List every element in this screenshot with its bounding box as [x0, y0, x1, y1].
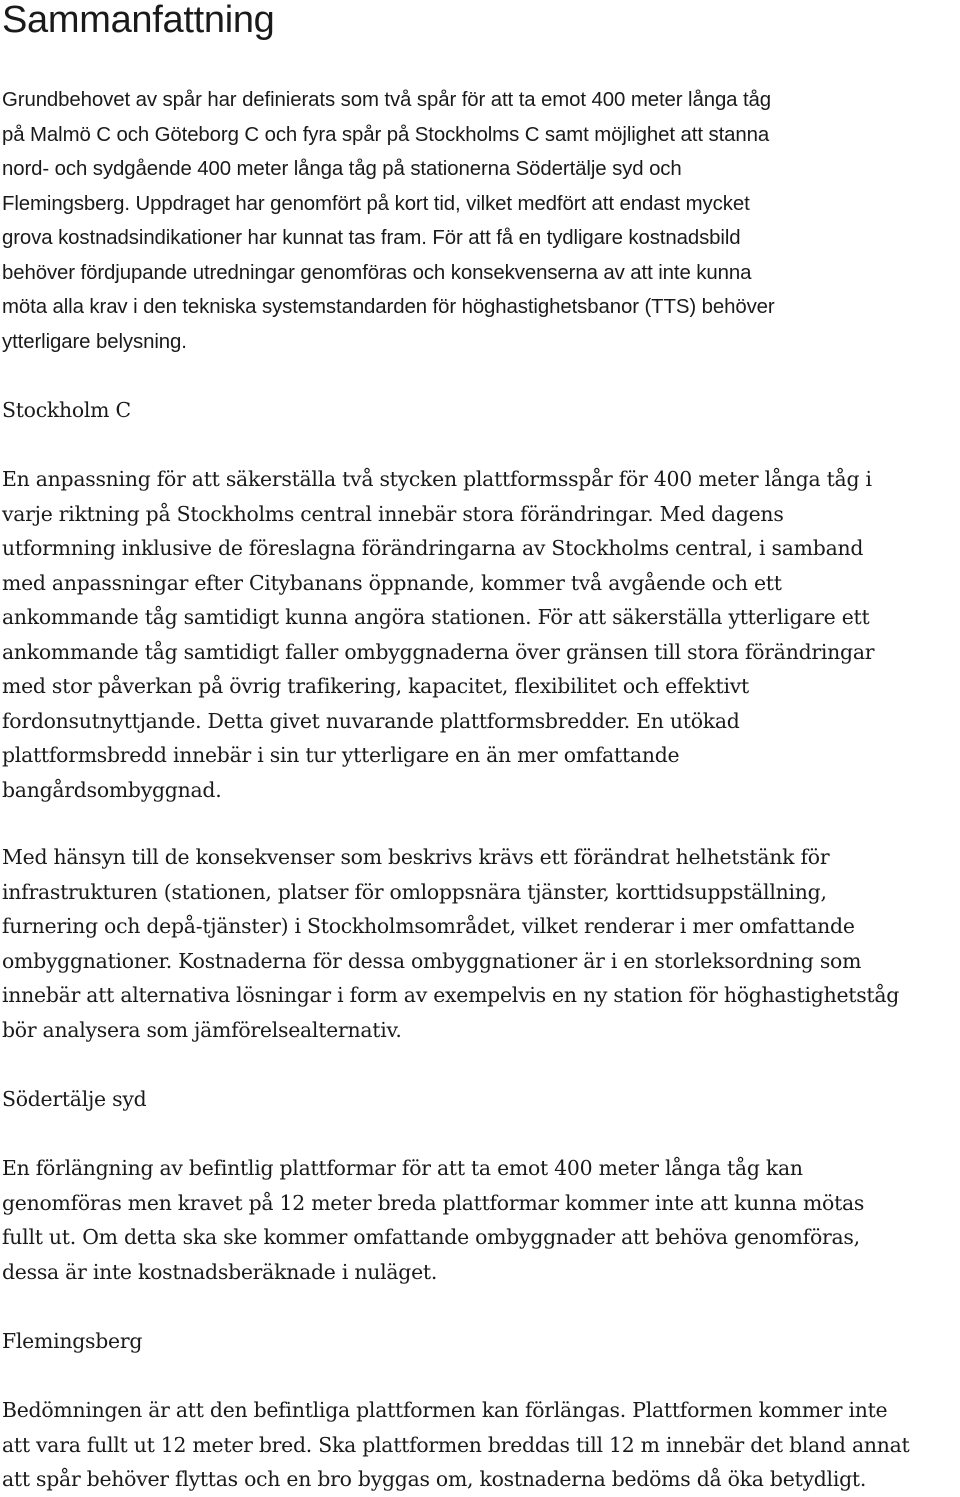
text-line: Grundbehovet av spår har definierats som två spår för att ta emot 400 meter långa tåg: [2, 89, 772, 111]
text-line: ombyggnationer. Kostnaderna för dessa ombyggnationer är i en storleksordning som: [2, 948, 862, 973]
text-line: varje riktning på Stockholms central innebär stora förändringar. Med dagens: [2, 501, 784, 526]
text-line: En förlängning av befintlig plattformar för att ta emot 400 meter långa tåg kan: [2, 1156, 803, 1180]
text-line: grova kostnadsindikationer har kunnat tas fram. För att få en tydligare kostnadsbild: [2, 227, 741, 249]
text-line: bangårdsombyggnad.: [2, 777, 222, 802]
text-line: på Malmö C och Göteborg C och fyra spår på Stockholms C samt möjlighet att stanna: [2, 123, 770, 146]
text-line: behöver fördjupande utredningar genomföras och konsekvenserna av att inte kunna: [2, 261, 752, 284]
text-line: Södertälje syd: [2, 1087, 147, 1111]
text-line: innebär att alternativa lösningar i form av exempelvis en ny station för höghastighetståg: [2, 983, 900, 1007]
text-line: att vara fullt ut 12 meter bred. Ska plattformen breddas till 12 m innebär det bland annat: [2, 1432, 910, 1457]
flemingsberg-heading: [2, 1324, 960, 1359]
text-line: fordonsutnyttjande. Detta givet nuvarande plattformsbredder. En utökad: [2, 708, 740, 733]
text-line: med stor påverkan på övrig trafikering, kapacitet, flexibilitet och effektivt: [2, 674, 749, 698]
text-line: Med hänsyn till de konsekvenser som beskrivs krävs ett förändrat helhetstänk för: [2, 845, 830, 869]
text-line: plattformsbredd innebär i sin tur ytterligare en än mer omfattande: [2, 743, 680, 767]
text-line: med anpassningar efter Citybanans öppnande, kommer två avgående och ett: [2, 570, 782, 595]
text-line: utformning inklusive de föreslagna förändringarna av Stockholms central, i samband: [2, 536, 864, 560]
text-line: möta alla krav i den tekniska systemstandarden för höghastighetsbanor (TTS) behöver: [2, 296, 775, 318]
text-line: nord- och sydgående 400 meter långa tåg på stationerna Södertälje syd och: [2, 158, 682, 180]
text-line: infrastrukturen (stationen, platser för omloppsnära tjänster, korttidsuppställning,: [2, 879, 827, 904]
text-line: En anpassning för att säkerställa två stycken plattformsspår för 400 meter långa tåg i: [2, 467, 872, 491]
intro-paragraph: [2, 83, 960, 359]
text-line: Stockholm C: [2, 398, 131, 422]
stockholm-paragraph-1: [2, 462, 960, 807]
text-line: Flemingsberg. Uppdraget har genomfört på kort tid, vilket medfört att endast mycket: [2, 192, 750, 215]
text-line: ytterligare belysning.: [2, 330, 187, 353]
sodertalje-paragraph: [2, 1151, 960, 1289]
text-line: bör analysera som jämförelsealternativ.: [2, 1017, 402, 1042]
text-line: Flemingsberg: [2, 1329, 143, 1353]
text-line: Bedömningen är att den befintliga plattformen kan förlängas. Plattformen kommer inte: [2, 1398, 888, 1422]
text-line: ankommande tåg samtidigt kunna angöra stationen. För att säkerställa ytterligare ett: [2, 605, 870, 629]
text-line: ankommande tåg samtidigt faller ombyggnaderna över gränsen till stora förändringar: [2, 639, 875, 664]
text-line: genomföras men kravet på 12 meter breda plattformar kommer inte att kunna mötas: [2, 1190, 865, 1215]
page-title: Sammanfattning: [2, 0, 275, 41]
stockholm-heading: [2, 393, 960, 428]
flemingsberg-paragraph: [2, 1393, 960, 1497]
text-line: fullt ut. Om detta ska ske kommer omfattande ombyggnader att behöva genomföras,: [2, 1225, 860, 1249]
text-line: furnering och depå-tjänster) i Stockholmsområdet, vilket renderar i mer omfattande: [2, 914, 855, 938]
stockholm-paragraph-2: [2, 840, 960, 1047]
text-line: att spår behöver flyttas och en bro byggas om, kostnaderna bedöms då öka betydligt.: [2, 1467, 867, 1491]
sodertalje-heading: [2, 1082, 960, 1117]
text-line: dessa är inte kostnadsberäknade i nuläget.: [2, 1259, 438, 1284]
